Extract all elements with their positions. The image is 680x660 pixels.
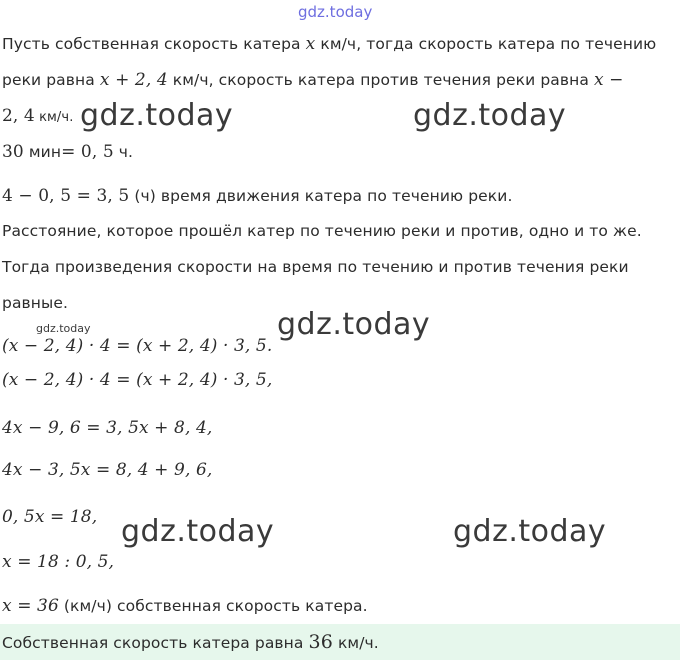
text-fragment: (км/ч) собственная скорость катера. — [58, 597, 368, 615]
watermark-main: gdz.today — [277, 307, 431, 342]
math-variable: x — [305, 34, 316, 54]
text-line-distance: Расстояние, которое прошёл катер по течению реки и против, одно и то же. — [2, 222, 642, 240]
math-expression: x + 2, 4 — [99, 70, 168, 90]
text-fragment: Собственная скорость катера равна — [2, 634, 309, 652]
text-line-speeds-cont — [2, 106, 73, 126]
equation-line: x = 18 : 0, 5, — [2, 552, 115, 572]
equation-line: (x − 2, 4) · 4 = (x + 2, 4) · 3, 5. — [2, 336, 273, 356]
math-expression: x − — [593, 70, 624, 90]
equation-line: 0, 5x = 18, — [2, 507, 98, 527]
answer-value: 36 — [308, 631, 333, 653]
answer-line — [2, 631, 379, 653]
math-number: 2, 4 — [2, 106, 35, 126]
watermark-small: gdz.today — [36, 322, 91, 335]
text-fragment: км/ч. — [332, 634, 379, 652]
math-expression: 4 − 0, 5 = 3, 5 — [2, 186, 130, 206]
equation-line: (x − 2, 4) · 4 = (x + 2, 4) · 3, 5, — [2, 370, 273, 390]
watermark-top: gdz.today — [298, 3, 373, 21]
text-line-result — [2, 596, 368, 616]
text-fragment: (ч) время движения катера по течению реки. — [129, 187, 513, 205]
text-line-motion-time — [2, 186, 512, 206]
watermark-main: gdz.today — [121, 514, 275, 549]
text-line-products-cont: равные. — [2, 294, 69, 312]
text-fragment: ч. — [113, 143, 134, 161]
text-fragment: км/ч. — [34, 110, 74, 125]
answer-box — [0, 624, 680, 660]
text-fragment: км/ч, скорость катера против течения реки равна — [167, 71, 594, 89]
text-fragment: Пусть собственная скорость катера — [2, 35, 306, 53]
math-expression: x = 36 — [2, 596, 59, 616]
text-line-speed-definition — [2, 34, 656, 54]
watermark-main: gdz.today — [453, 514, 607, 549]
text-fragment: км/ч, тогда скорость катера по течению — [315, 35, 657, 53]
watermark-main: gdz.today — [80, 98, 234, 133]
math-number: 30 — [2, 142, 24, 162]
equation-line: 4x − 9, 6 = 3, 5x + 8, 4, — [2, 418, 213, 438]
math-expression: = 0, 5 — [61, 142, 114, 162]
text-fragment: реки равна — [2, 71, 100, 89]
watermark-main: gdz.today — [413, 98, 567, 133]
text-line-speeds — [2, 70, 624, 90]
text-line-time-conversion — [2, 142, 133, 162]
text-fragment: мин — [23, 143, 62, 161]
text-line-products: Тогда произведения скорости на время по течению и против течения реки — [2, 258, 629, 276]
equation-line: 4x − 3, 5x = 8, 4 + 9, 6, — [2, 460, 213, 480]
